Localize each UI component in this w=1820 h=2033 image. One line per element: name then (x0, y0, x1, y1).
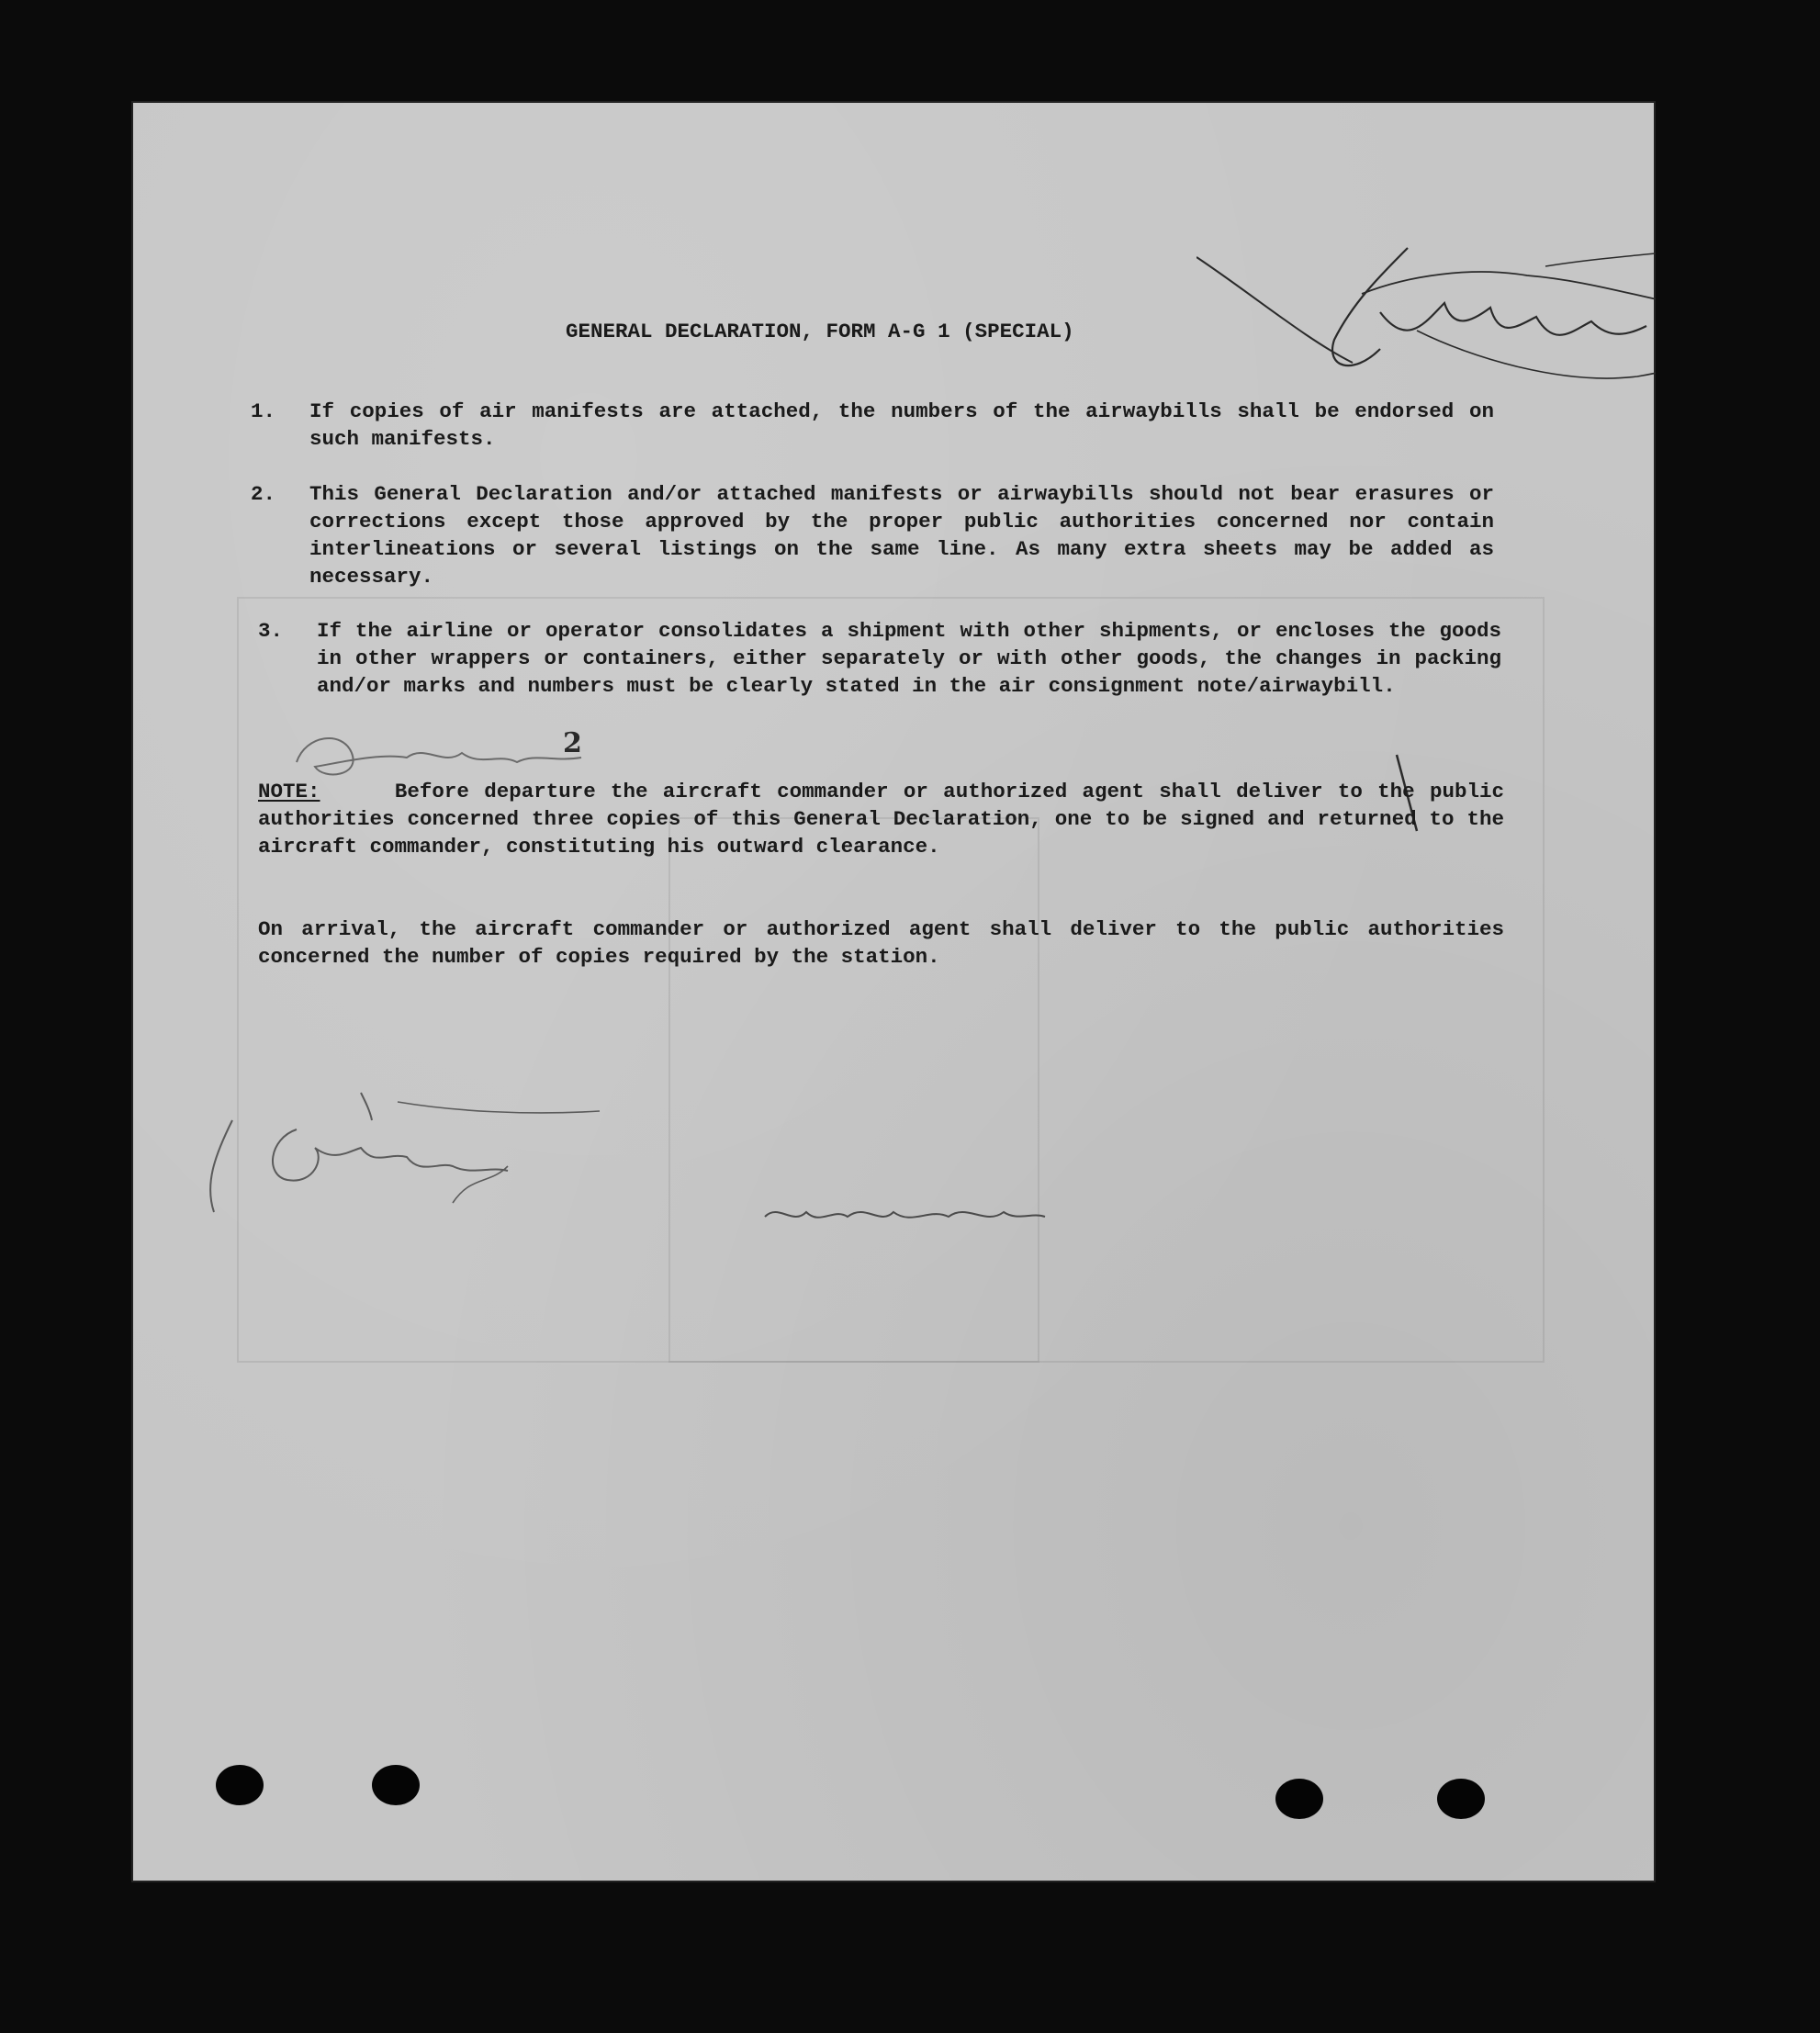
punch-hole (216, 1765, 264, 1805)
page-title: GENERAL DECLARATION, FORM A-G 1 (SPECIAL) (566, 320, 1074, 343)
list-item-number: 1. (251, 399, 276, 423)
list-item-number: 2. (251, 482, 276, 506)
list-item (251, 398, 1628, 462)
punch-hole (1437, 1779, 1485, 1819)
punch-hole (372, 1765, 420, 1805)
list-item-text: This General Declaration and/or attached manifests or airwaybills should not bear erasures or corrections except those approved by the proper public authorities concerned nor contain interlineations or several listings on the same line. As many extra sheets may be added as necessary. (309, 482, 1494, 589)
note-paragraph (258, 778, 1504, 860)
handwritten-mark: 2 (563, 727, 582, 759)
list-item (258, 617, 1635, 736)
arrival-paragraph: On arrival, the aircraft commander or authorized agent shall deliver to the public authorities concerned the number of copies required by the station. (258, 917, 1504, 969)
signature-top-right (1196, 239, 1656, 395)
note-label: NOTE: (258, 780, 320, 803)
list-item-text: If the airline or operator consolidates a shipment with other shipments, or encloses the goods in other wrappers or containers, either separately or with other goods, the changes in packing and/or marks and numbers must be clearly stated in the air consignment note/airwaybill. (317, 619, 1501, 698)
note-spacer (335, 780, 380, 803)
document-page (131, 101, 1656, 1882)
list-item-number: 3. (258, 619, 284, 643)
bleed-through-column (668, 817, 1039, 1363)
punch-hole (1275, 1779, 1323, 1819)
list-item (251, 480, 1628, 600)
note-text: Before departure the aircraft commander or authorized agent shall deliver to the public authorities concerned three copies of this General Declaration, one to be signed and returned to the aircraft commander, constituting his outward clearance. (258, 780, 1504, 859)
list-item-text: If copies of air manifests are attached, the numbers of the airwaybills shall be endorsed on such manifests. (309, 399, 1494, 451)
